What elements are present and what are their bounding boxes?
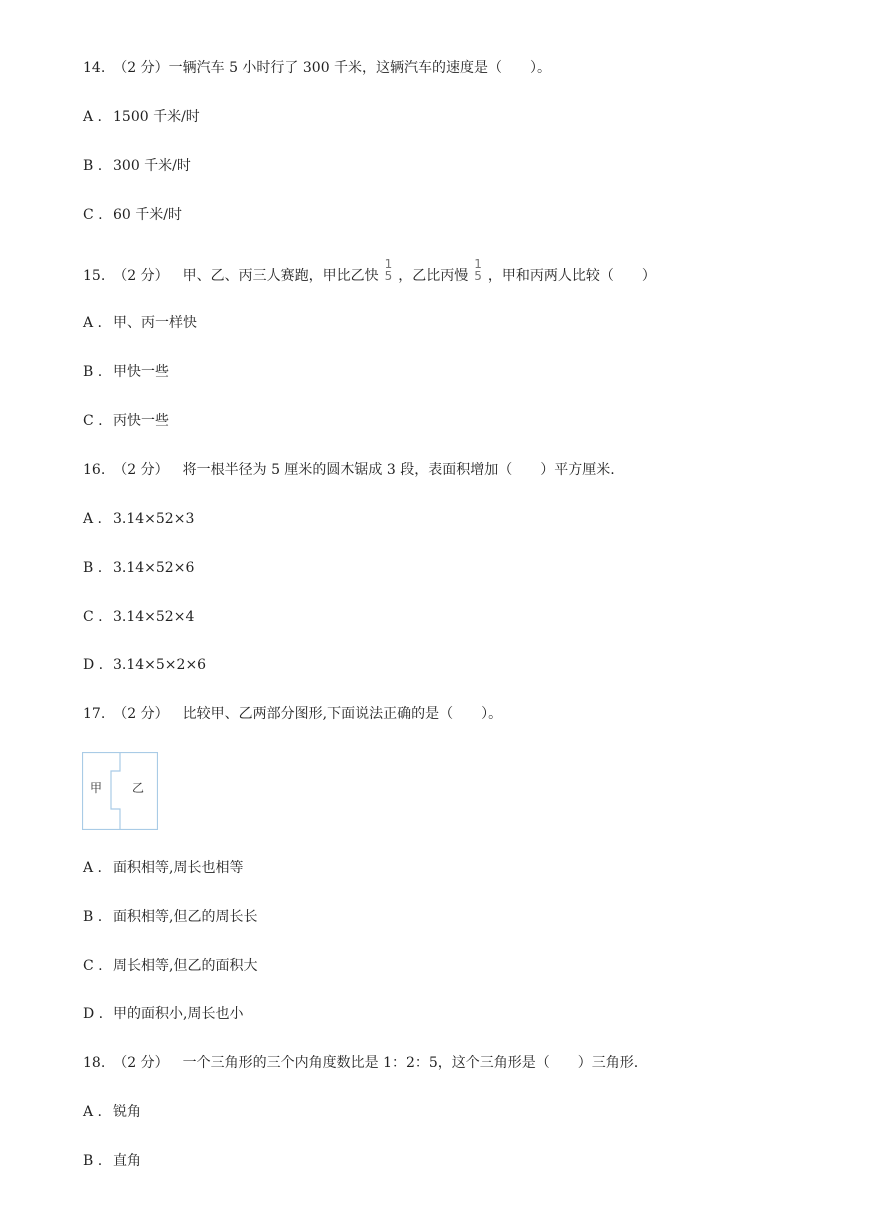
option-text: 周长相等,但乙的面积大 (113, 958, 258, 974)
option-text: 丙快一些 (113, 413, 169, 429)
fraction (385, 258, 393, 282)
option-text: 300 千米/时 (113, 158, 191, 174)
option-letter: B . (83, 158, 103, 174)
option-text: 1500 千米/时 (113, 109, 200, 125)
option-text: 直角 (113, 1153, 141, 1169)
option-letter: D . (83, 1006, 104, 1022)
question-score: （2 分） (113, 462, 169, 478)
fraction-numerator: 1 (384, 257, 393, 271)
option-letter: C . (83, 958, 103, 974)
option-letter: C . (83, 609, 103, 625)
option-d[interactable] (83, 1004, 243, 1024)
question-score: （2 分） (113, 60, 169, 76)
question-text: 一个三角形的三个内角度数比是 1：2：5，这个三角形是（ ）三角形. (182, 1055, 639, 1071)
option-text: 60 千米/时 (113, 207, 182, 223)
option-b[interactable] (83, 362, 169, 382)
fraction (474, 258, 482, 282)
option-letter: C . (83, 207, 103, 223)
option-c[interactable] (83, 607, 194, 627)
question-18-stem (83, 1053, 638, 1073)
option-letter: A . (83, 860, 103, 876)
question-text: 将一根半径为 5 厘米的圆木锯成 3 段，表面积增加（ ）平方厘米. (182, 462, 615, 478)
shape-figure (82, 752, 158, 830)
option-c[interactable] (83, 956, 257, 976)
fraction-denominator: 5 (384, 269, 393, 283)
option-letter: C . (83, 413, 103, 429)
question-text-part: ，乙比丙慢 (398, 268, 469, 284)
question-17-figure (82, 752, 158, 830)
question-number: 14. (83, 60, 106, 76)
question-14-stem (83, 58, 551, 78)
question-16-stem (83, 460, 615, 480)
option-letter: B . (83, 560, 103, 576)
question-text: 比较甲、乙两部分图形,下面说法正确的是（ ）。 (182, 706, 503, 722)
option-a[interactable] (83, 313, 197, 333)
option-c[interactable] (83, 411, 169, 431)
option-d[interactable] (83, 655, 206, 675)
option-text: 3.14×52×4 (113, 609, 195, 625)
option-a[interactable] (83, 107, 200, 127)
question-score: （2 分） (113, 1055, 169, 1071)
figure-label-right: 乙 (132, 781, 145, 795)
option-c[interactable] (83, 205, 182, 225)
question-15-stem (83, 257, 656, 288)
option-letter: A . (83, 511, 103, 527)
option-letter: B . (83, 1153, 103, 1169)
option-text: 3.14×52×3 (113, 511, 195, 527)
option-text: 甲的面积小,周长也小 (113, 1006, 244, 1022)
option-letter: B . (83, 909, 103, 925)
option-text: 面积相等,周长也相等 (113, 860, 244, 876)
question-text-part: 甲、乙、丙三人赛跑，甲比乙快 (182, 268, 379, 284)
option-text: 锐角 (113, 1104, 141, 1120)
question-number: 17. (83, 706, 106, 722)
option-b[interactable] (83, 156, 191, 176)
option-a[interactable] (83, 858, 243, 878)
fraction-numerator: 1 (474, 257, 482, 271)
option-letter: D . (83, 657, 104, 673)
option-b[interactable] (83, 558, 194, 578)
option-text: 面积相等,但乙的周长长 (113, 909, 258, 925)
option-letter: A . (83, 315, 103, 331)
option-b[interactable] (83, 1151, 141, 1171)
option-a[interactable] (83, 1102, 141, 1122)
option-letter: A . (83, 109, 103, 125)
option-letter: A . (83, 1104, 103, 1120)
figure-label-left: 甲 (90, 781, 103, 795)
question-number: 16. (83, 462, 106, 478)
option-letter: B . (83, 364, 103, 380)
fraction-denominator: 5 (474, 269, 482, 283)
option-a[interactable] (83, 509, 194, 529)
option-text: 3.14×5×2×6 (113, 657, 207, 673)
question-number: 18. (83, 1055, 106, 1071)
option-b[interactable] (83, 907, 257, 927)
question-text-part: ，甲和丙两人比较（ ） (487, 268, 656, 284)
question-score: （2 分） (113, 706, 169, 722)
option-text: 3.14×52×6 (113, 560, 195, 576)
question-number: 15. (83, 268, 106, 284)
question-text: 一辆汽车 5 小时行了 300 千米，这辆汽车的速度是（ ）。 (168, 60, 552, 76)
question-17-stem (83, 704, 502, 724)
option-text: 甲快一些 (113, 364, 169, 380)
question-score: （2 分） (113, 268, 169, 284)
option-text: 甲、丙一样快 (113, 315, 197, 331)
